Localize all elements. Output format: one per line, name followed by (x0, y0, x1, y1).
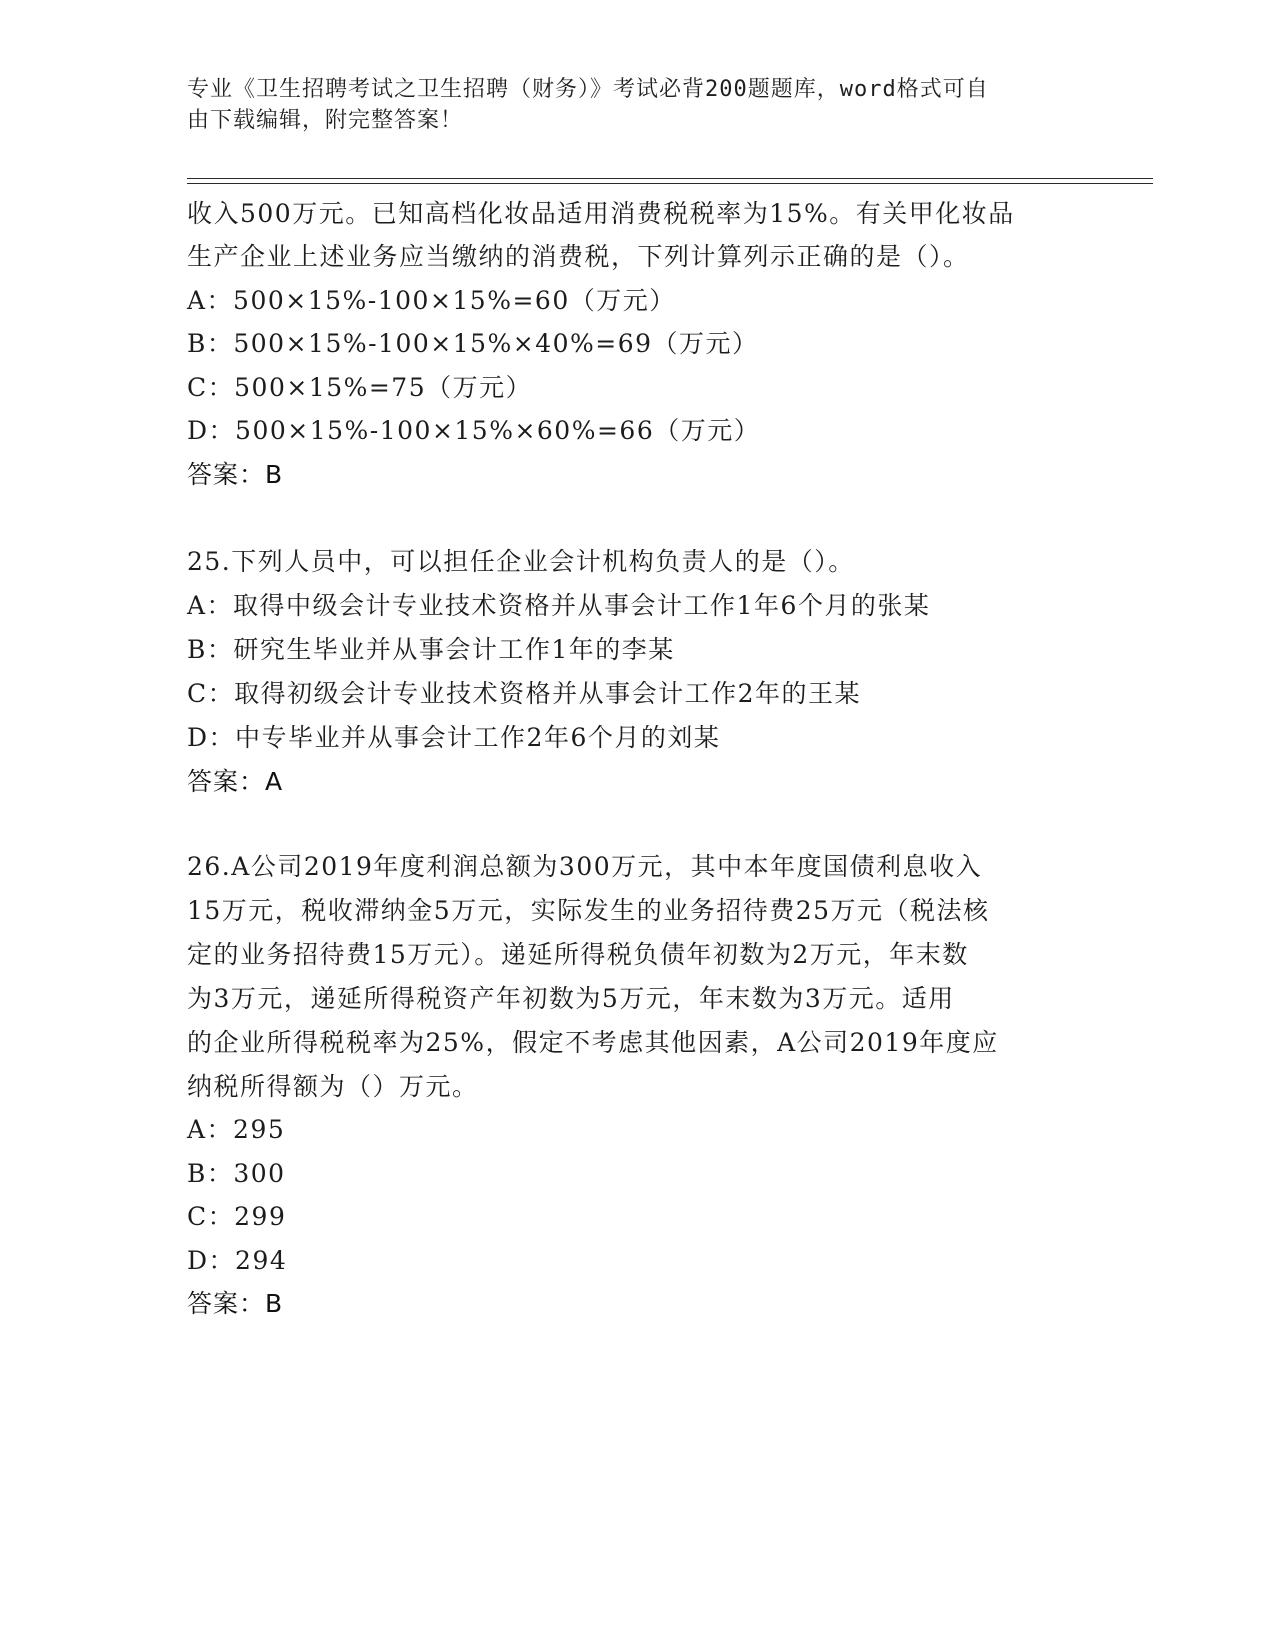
q26-stem-line-4: 为3万元，递延所得税资产年初数为5万元，年末数为3万元。适用 (187, 984, 955, 1013)
q26-stem-line-3: 定的业务招待费15万元）。递延所得税负债年初数为2万元，年末数 (187, 940, 969, 969)
header-line-2: 由下载编辑，附完整答案！ (187, 108, 464, 133)
header-line-1: 专业《卫生招聘考试之卫生招聘（财务）》考试必背200题题库，word格式可自 (187, 77, 989, 102)
q26-answer: 答案：B (187, 1289, 284, 1318)
q26-stem-line-1: 26.A公司2019年度利润总额为300万元，其中本年度国债利息收入 (187, 852, 983, 881)
q24-option-b: B：500×15%-100×15%×40%=69（万元） (187, 329, 759, 358)
q25-stem-line-1: 25.下列人员中，可以担任企业会计机构负责人的是（）。 (187, 547, 855, 576)
q26-stem-line-6: 纳税所得额为（）万元。 (187, 1072, 479, 1101)
q26-option-c: C：299 (187, 1202, 287, 1231)
q26-option-b: B：300 (187, 1159, 286, 1188)
q26-stem-line-5: 的企业所得税税率为25%，假定不考虑其他因素，A公司2019年度应 (187, 1028, 999, 1057)
q24-option-c: C：500×15%=75（万元） (187, 373, 533, 402)
header-divider-top (187, 178, 1153, 179)
q25-option-c: C：取得初级会计专业技术资格并从事会计工作2年的王某 (187, 679, 862, 708)
document-header (187, 74, 1057, 136)
q24-option-a: A：500×15%-100×15%=60（万元） (187, 286, 676, 315)
q25-option-a: A：取得中级会计专业技术资格并从事会计工作1年6个月的张某 (187, 591, 931, 620)
q24-stem-line-1: 收入500万元。已知高档化妆品适用消费税税率为15%。有关甲化妆品 (187, 199, 1015, 228)
q26-stem-line-2: 15万元，税收滞纳金5万元，实际发生的业务招待费25万元（税法核 (187, 896, 990, 925)
q25-answer: 答案：A (187, 767, 284, 796)
q26-option-d: D：294 (187, 1246, 288, 1275)
q24-option-d: D：500×15%-100×15%×60%=66（万元） (187, 416, 761, 445)
q25-option-b: B：研究生毕业并从事会计工作1年的李某 (187, 635, 675, 664)
q25-option-d: D：中专毕业并从事会计工作2年6个月的刘某 (187, 723, 721, 752)
q24-answer: 答案：B (187, 460, 284, 489)
q26-option-a: A：295 (187, 1115, 286, 1144)
header-divider-bottom (187, 183, 1153, 184)
q24-stem-line-2: 生产企业上述业务应当缴纳的消费税，下列计算列示正确的是（）。 (187, 242, 970, 271)
